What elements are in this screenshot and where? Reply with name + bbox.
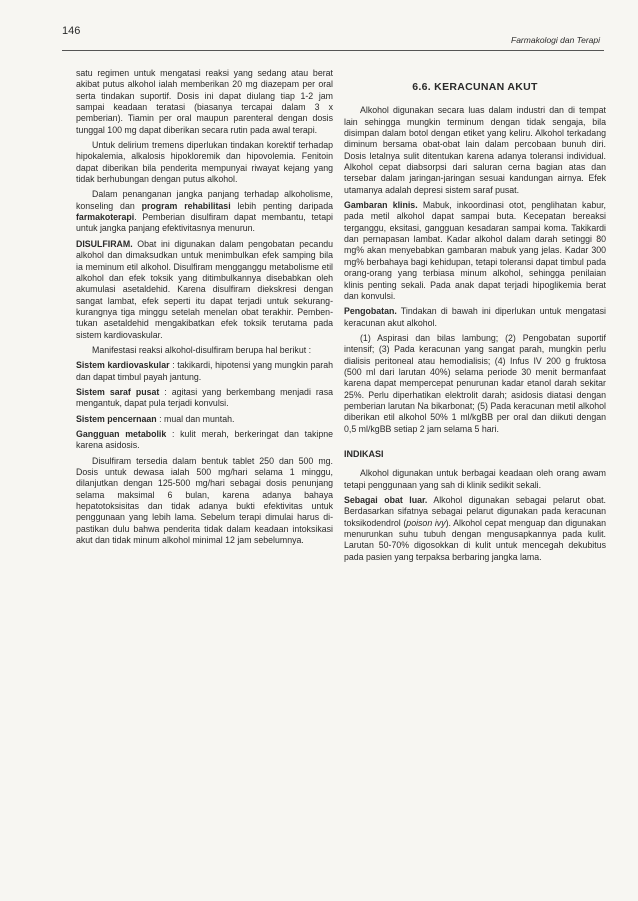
text-run: : kulit merah, berkeringat dan takipne karena asidosis. xyxy=(76,428,333,451)
text-run: ). Alkohol cepat menguap dan digunakan menurunkan suhu tubuh dengan mengusapkannya pada kulit. Larutan 50-70% digosokkan di kulit untuk mencegah dekubitus pada pasien yang terpaksa berbaring jangka lama. xyxy=(344,517,606,562)
paragraph xyxy=(76,189,333,234)
paragraph xyxy=(76,429,333,452)
paragraph xyxy=(76,387,333,410)
text-run: Mabuk, inkoordinasi otot, penglihatan kabur, pada metil alkohol dapat sampai buta. Kecepatan bereaksi terganggu, eksitasi, gangguan kesadaran sampai koma. Takikardi dan pernapasan lambat. Kadar alkohol dalam darah setinggi 80 mg% akan menyebabkan gambaran mabuk yang jelas. Kadar 300 mg% berbahaya bagi kehidupan, tetapi toleransi dapat timbul pada orang-orang yang terbiasa minum alkohol, sehingga penilaian klinis penting sekali. Pada anak dapat terjadi hipoglikemia berat dan konvulsi. xyxy=(344,200,607,301)
left-column xyxy=(76,68,333,550)
paragraph: Alkohol digunakan untuk berbagai keadaan oleh orang awam tetapi penggunaan yang sah di klinik sedikit sekali. xyxy=(344,468,606,490)
section-title: 6.6. KERACUNAN AKUT xyxy=(412,81,538,93)
header-rule xyxy=(62,50,604,51)
right-column xyxy=(344,68,606,567)
bold-term: DISULFIRAM. xyxy=(76,238,133,249)
italic-term: poison ivy xyxy=(406,517,446,528)
text-run: . Pemberian disulfiram dapat membantu, tetapi untuk jangka panjang efektivitasnya menurun. xyxy=(76,212,333,234)
subsection-heading: INDIKASI xyxy=(344,448,384,459)
text-run: Obat ini digunakan dalam pengobatan pecandu alkohol dan dimaksudkan untuk menimbulkan efek samping bila ia meminum etil alkohol. Disulfiram mengganggu metabolisme etil alkohol dan efek toksik yang ditimbulkannya disebabkan oleh akumulasi asetaldehid. Karena disulfiram diekskresi dengan sangat lambat, efek seperti itu dapat terjadi untuk sekurang-kurangnya tiga minggu setelah menelan obat terakhir. Pembentukan asetaldehid mengakibatkan efek toksik terutama pada sistem kardiovaskular. xyxy=(76,238,333,340)
text-run: lebih penting daripada xyxy=(230,200,333,211)
text-run: Tindakan di bawah ini diperlukan untuk mengatasi keracunan akut alkohol. xyxy=(344,306,606,328)
paragraph xyxy=(344,306,606,329)
bold-term: Sistem pencernaan xyxy=(76,413,157,424)
bold-term: farmakoterapi xyxy=(76,212,135,223)
text-run: : agitasi yang berkembang menjadi rasa mengantuk, dapat pula terjadi konvulsi. xyxy=(76,386,333,409)
bold-term: Pengobatan. xyxy=(344,306,397,317)
paragraph xyxy=(76,239,333,341)
page-number: 146 xyxy=(62,25,81,37)
paragraph xyxy=(344,495,606,563)
bold-term: Sistem kardiovaskular xyxy=(76,360,170,371)
running-title: Farmakologi dan Terapi xyxy=(511,35,600,45)
bold-term: Gambaran klinis. xyxy=(344,200,418,211)
paragraph: Alkohol digunakan secara luas dalam industri dan di tempat lain sehingga mungkin terminum dengan tidak sengaja, bila disimpan dalam botol dengan etiket yang keliru. Alkohol terkadang diminum bersama obat-obat lain dalam percobaan bunuh diri. Dosis letalnya sulit ditentukan karena adanya toleransi individual. Alkohol cepat diabsorpsi dari saluran cerna bagian atas dan tersebar dalam jaringan-jaringan sesuai kandungan airnya. Efek utamanya adalah depresi sistem saraf pusat. xyxy=(344,105,606,195)
text-run: : mual dan muntah. xyxy=(156,413,235,424)
paragraph xyxy=(76,414,333,425)
paragraph: (1) Aspirasi dan bilas lambung; (2) Pengobatan suportif intensif; (3) Pada keracunan yang sangat parah, mungkin perlu dialisis peritoneal atau hemodialisis; (4) Infus IV 200 g fruktosa (500 ml dari larutan 40%) selama periode 30 menit bermanfaat karena dapat mempercepat penurunan kadar etanol darah sekitar 25%. Perlu diperhatikan elektrolit darah; asidosis diatasi dengan pemberian larutan Na bikarbonat; (5) Pada keracunan metil alkohol diberikan etil alkohol 50% 1 ml/kgBB per oral dan diikuti dengan 0,5 ml/kgBB setiap 2 jam selama 5 hari. xyxy=(344,332,606,434)
bold-term: program rehabilitasi xyxy=(141,200,231,211)
paragraph: Manifestasi reaksi alkohol-disulfiram berupa hal berikut : xyxy=(92,344,312,355)
paragraph: Disulfiram tersedia dalam bentuk tablet 250 dan 500 mg. Dosis untuk dewasa ialah 500 mg/hari selama 1 minggu, dilanjutkan dengan 125-500 mg/hari sebagai dosis penunjang selama maksimal 6 bulan, karena adanya bahaya hepatotoksisitas dan tidak adanya bukti efektivitas untuk penggunaan yang lebih lama. Sebelum terapi dimulai harus dipastikan dulu bahwa penderita tidak dalam keadaan intoksikasi akut dan tidak minum alkohol minimal 12 jam sebelumnya. xyxy=(76,455,333,546)
paragraph: Untuk delirium tremens diperlukan tindakan korektif terhadap hipokalemia, alkalosis hipokloremik dan hipovolemia. Fenitoin dapat diberikan bila penderita mempunyai riwayat kejang yang tidak berhubungan dengan putus alkohol. xyxy=(76,140,333,185)
bold-term: Sebagai obat luar. xyxy=(344,495,428,505)
paragraph: satu regimen untuk mengatasi reaksi yang sedang atau berat akibat putus alkohol ialah memberikan 20 mg diazepam per oral serta tindakan suportif. Dosis ini dapat diulang tiap 1-2 jam sampai keadaan teratasi (biasanya tercapai dalam 3 x pemberian). Tiamin per oral maupun parenteral dengan dosis tunggal 100 mg dapat diberikan secara rutin pada awal terapi. xyxy=(76,68,333,135)
paragraph xyxy=(344,200,606,302)
text-run: Dalam penanganan jangka panjang terhadap alkoholisme, konseling dan xyxy=(76,189,333,211)
text-run: : takikardi, hipotensi yang mungkin parah dan dapat timbul payah jantung. xyxy=(76,360,333,382)
bold-term: Gangguan metabolik xyxy=(76,428,167,439)
bold-term: Sistem saraf pusat xyxy=(76,386,160,397)
paragraph xyxy=(76,360,333,383)
text-run: Alkohol digunakan sebagai pelarut obat. Berdasarkan sifatnya sebagai pelarut digunakan pada keracunan toksikodendrol ( xyxy=(344,495,606,528)
